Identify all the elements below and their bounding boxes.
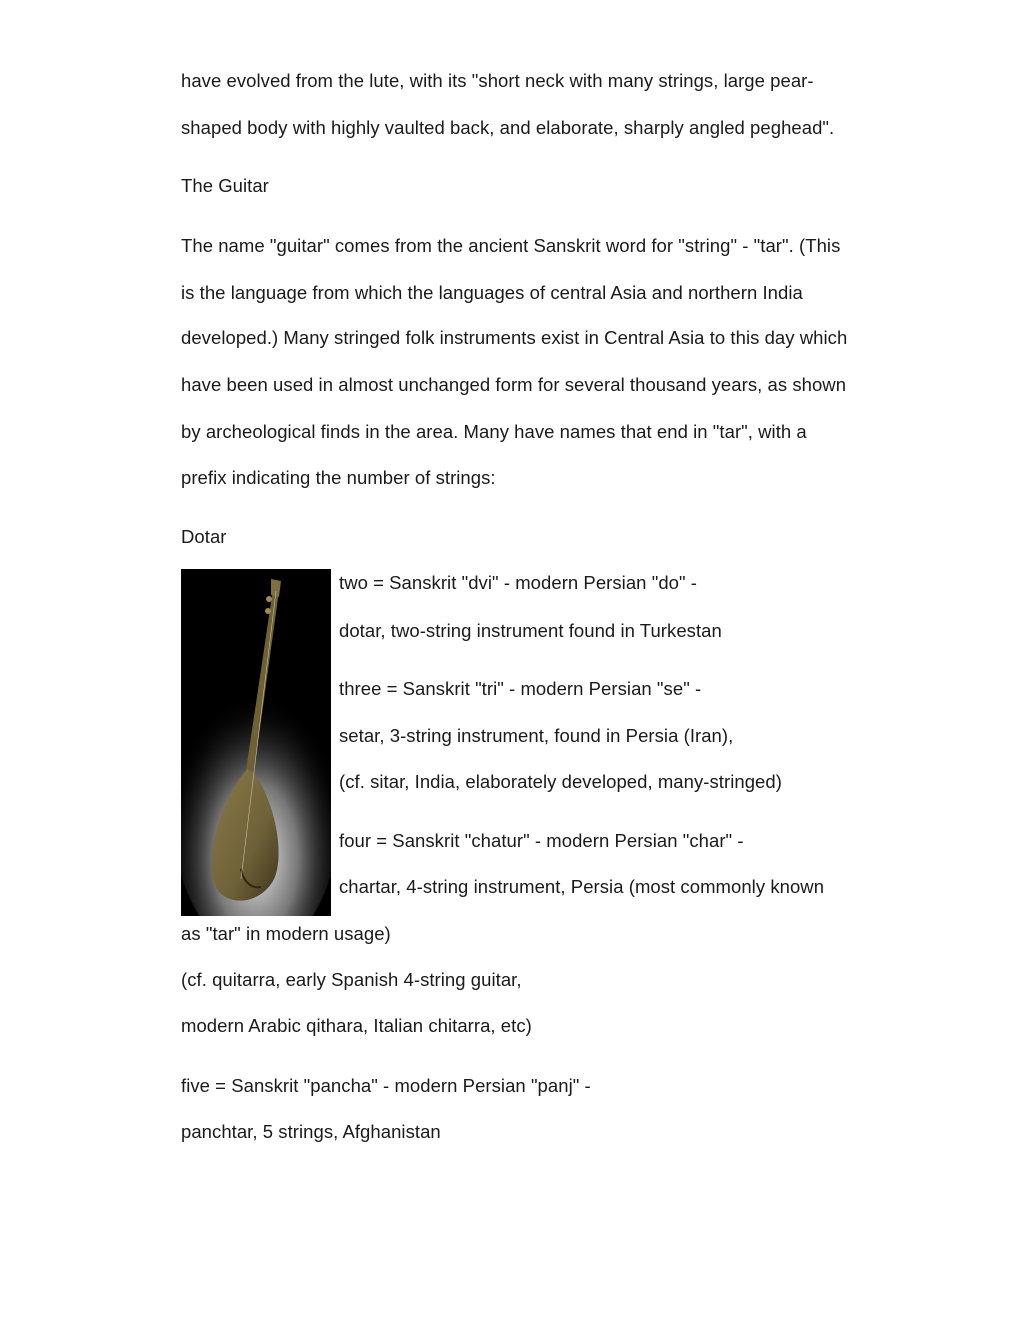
figure-heading: Dotar (181, 526, 227, 547)
list-four-line-4: (cf. quitarra, early Spanish 4-string guitar, (181, 969, 522, 990)
list-five-line-2: panchtar, 5 strings, Afghanistan (181, 1121, 441, 1142)
body-line-3: developed.) Many stringed folk instruments exist in Central Asia to this day which (181, 327, 848, 348)
list-four-line-5: modern Arabic qithara, Italian chitarra, etc) (181, 1015, 532, 1036)
body-line-2: is the language from which the languages of central Asia and northern India (181, 282, 803, 303)
dotar-image (181, 569, 331, 916)
dotar-illustration (181, 569, 331, 916)
list-three-line-1: three = Sanskrit "tri" - modern Persian "se" - (339, 678, 702, 699)
body-line-6: prefix indicating the number of strings: (181, 467, 496, 488)
body-line-5: by archeological finds in the area. Many have names that end in "tar", with a (181, 421, 807, 442)
list-two-line-1: two = Sanskrit "dvi" - modern Persian "do" - (339, 572, 698, 593)
list-two-line-2: dotar, two-string instrument found in Turkestan (339, 620, 722, 641)
list-three-line-2: setar, 3-string instrument, found in Persia (Iran), (339, 725, 734, 746)
intro-line-2: shaped body with highly vaulted back, and elaborate, sharply angled peghead". (181, 117, 835, 138)
list-four-line-3: as "tar" in modern usage) (181, 923, 391, 944)
body-line-1: The name "guitar" comes from the ancient Sanskrit word for "string" - "tar". (This (181, 235, 841, 256)
list-three-line-3: (cf. sitar, India, elaborately developed, many-stringed) (339, 771, 782, 792)
list-four-line-1: four = Sanskrit "chatur" - modern Persian "char" - (339, 830, 744, 851)
list-five-line-1: five = Sanskrit "pancha" - modern Persian "panj" - (181, 1075, 591, 1096)
list-four-line-2: chartar, 4-string instrument, Persia (most commonly known (339, 876, 825, 897)
body-line-4: have been used in almost unchanged form for several thousand years, as shown (181, 374, 847, 395)
section-heading: The Guitar (181, 175, 269, 196)
intro-line-1: have evolved from the lute, with its "short neck with many strings, large pear- (181, 70, 814, 91)
